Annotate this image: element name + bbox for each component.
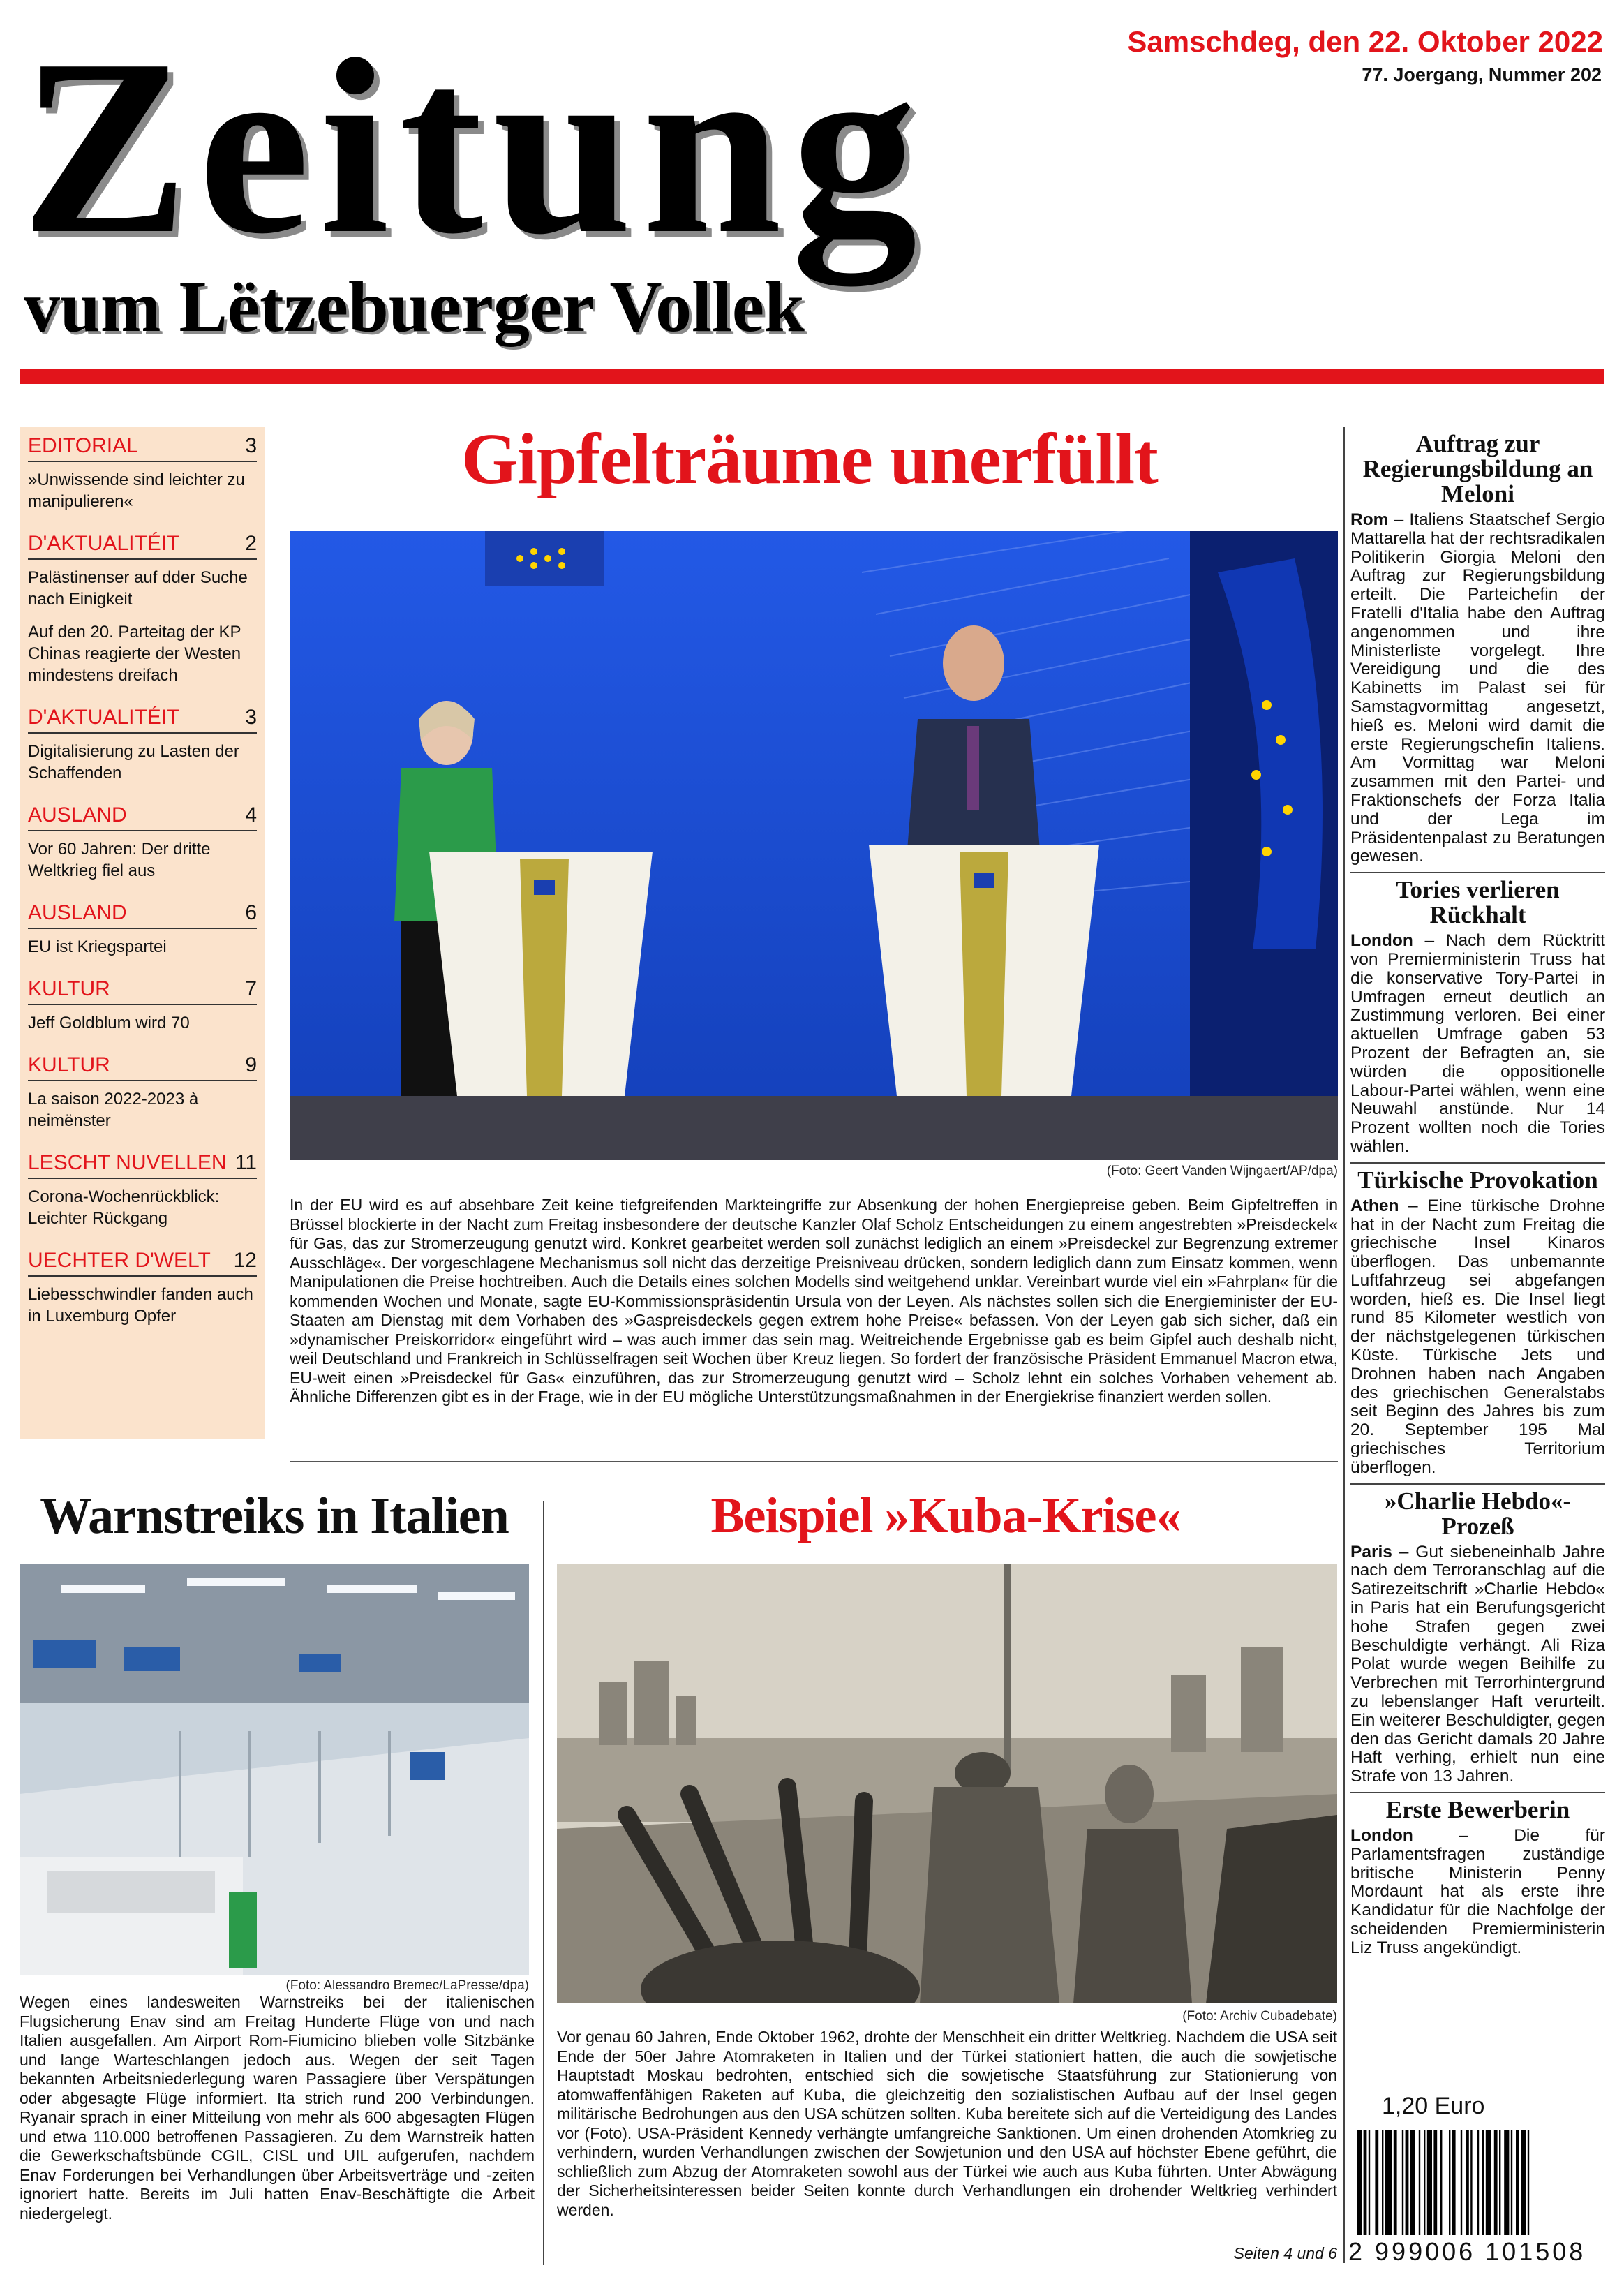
barcode-number: 2 999006 101508 [1348,2237,1586,2266]
barcode [1354,2130,1605,2235]
airport-photo-illustration [20,1564,529,1975]
cuba-photo-credit: (Foto: Archiv Cubadebate) [1182,2009,1337,2024]
barcode-bar [1427,2130,1432,2235]
toc-entry[interactable] [28,434,257,512]
toc-page: 7 [245,977,257,1000]
barcode-bar [1466,2130,1469,2235]
toc-section: D'AKTUALITÉIT [28,532,180,555]
brief-article[interactable] [1350,1797,1605,1958]
brief-headline: Tories verlieren Rückhalt [1396,876,1560,929]
toc-item: Palästinenser auf dder Suche nach Einigkeit [28,568,248,609]
barcode-bar [1364,2130,1367,2235]
barcode-bar [1477,2130,1479,2235]
toc-item: Corona-Wochenrückblick: Leichter Rückgang [28,1187,220,1228]
price: 1,20 Euro [1382,2093,1485,2119]
brief-divider [1350,872,1605,873]
brief-divider [1350,1483,1605,1485]
barcode-bar [1385,2130,1392,2235]
section-divider [290,1461,1338,1462]
italy-photo[interactable] [20,1564,529,1975]
brief-article[interactable] [1350,431,1605,866]
barcode-bars [1354,2130,1605,2235]
brief-article[interactable] [1350,1489,1605,1786]
toc-item: Jeff Goldblum wird 70 [28,1014,190,1032]
toc-section: AUSLAND [28,803,127,826]
brief-dateline: Athen [1350,1196,1399,1215]
barcode-bar [1406,2130,1409,2235]
brief-headline: Türkische Provokation [1357,1166,1598,1194]
toc-entry[interactable] [28,706,257,784]
brief-article[interactable] [1350,1168,1605,1478]
cuba-headline[interactable]: Beispiel »Kuba-Krise« [710,1488,1181,1543]
barcode-bar [1504,2130,1509,2235]
barcode-bar [1382,2130,1383,2235]
barcode-bar [1369,2130,1370,2235]
toc-section: UECHTER D'WELT [28,1249,211,1272]
brief-dateline: London [1350,931,1413,951]
brief-body: – Gut siebeneinhalb Jahre nach dem Terroranschlag auf die Satirezeitschrift »Charlie Hebdo« in Paris hat ein Berufungsgericht hohe Strafen gegen zwei Beschuldigte verhängt. Ali Riza Polat wurde wegen Beihilfe zu Verbrechen mit Terrorhintergrund zu lebenslanger Haft verurteilt. Ein weiterer Beschuldigter, gegen den das Gericht damals 20 Jahre Haft verhing, erhielt nun eine Strafe von 13 Jahren. [1350,1542,1605,1786]
barcode-bar [1357,2130,1362,2235]
toc-item: Liebesschwindler fanden auch in Luxemburg Opfer [28,1285,253,1326]
lead-headline[interactable]: Gipfelträume unerfüllt [461,419,1158,499]
barcode-bar [1470,2130,1472,2235]
barcode-bar [1424,2130,1425,2235]
barcode-bar [1452,2130,1456,2235]
toc-page: 6 [245,901,257,924]
column-rule [1343,427,1345,2263]
brief-body: – Nach dem Rücktritt von Premierministerin Truss hat die konservative Tory-Partei in Umfragen erneut deutlich an Zustimmung verloren. Bei einer aktuellen Umfrage gaben 53 Prozent der Befragten an, sie würden die oppositionelle Labour-Partei wählen, wenn eine Neuwahl anstünde. Nur 14 Prozent wollten noch die Tories wählen. [1350,931,1605,1156]
brief-headline: »Charlie Hebdo«-Prozeß [1384,1487,1572,1540]
lead-article-body: In der EU wird es auf absehbare Zeit keine tiefgreifenden Markteingriffe zur Absenkung der hohen Energiepreise geben. Beim Gipfeltreffen in Brüssel blockierte in der Nacht zum Freitag insbesondere der deutsche Kanzler Olaf Scholz Entscheidungen zu einem angestrebten »Preisdeckel« für Gas, das zur Stromerzeugung genutzt wird. Konkret gearbeitet werden soll zunächst lediglich an einem »Preisdeckel zur Begrenzung extremer Ausschläge«. Der vorgeschlagene Mechanismus soll nicht das derzeitige Preisniveau drücken, sondern lediglich dann zum Einsatz kommen, wenn Manipulationen die Preise hochtreiben. Auch die Details eines solchen Modells sind weitgehend unklar. Vereinbart wurde viel ein »Fahrplan« für die kommenden Wochen und Monate, sagte EU-Kommissionspräsidentin Ursula von der Leyen. Als nächstes sollen sich die Energieminister der EU-Staaten am Dienstag mit dem Vorhaben des »Gaspreisdeckels gegen extrem hohe Preise« befassen. Von der Leyen gab sich sicher, daß ein »dynamischer Preiskorridor« eingeführt wird – was auch immer das sein mag. Weitreichende Ergebnisse gab es beim Gipfel auch deshalb nicht, weil Deutschland und Frankreich in Schlüsselfragen seit Wochen über Kreuz liegen. So fordert der französische Präsident Emmanuel Macron etwa, EU-weit einen »Preisdeckel für Gas« einzuführen, das zur Stromerzeugung genutzt wird – Scholz lehnt ein solches Vorhaben vehement ab. Ähnliche Differenzen gibt es in der Frage, wie in der EU mögliche Unterstützungsmaßnahmen in der Energiekrise finanziert werden sollen. [290,1196,1338,1406]
toc-entry[interactable] [28,1151,257,1229]
brief-body: – Die für Parlamentsfragen zuständige britische Ministerin Penny Mordaunt hat als erste ihre Kandidatur für die Nachfolge der scheidenden Premierministerin Liz Truss angekündigt. [1350,1826,1605,1957]
toc-entry[interactable] [28,977,257,1034]
brief-article[interactable] [1350,877,1605,1157]
brief-body: – Italiens Staatschef Sergio Mattarella hat der rechtsradikalen Politikerin Giorgia Meloni den Auftrag zur Regierungsbildung erteilt. Die Parteichefin der Fratelli d'Italia habe den Auftrag angenommen und ihre Ministerliste vorgelegt. Ihre Vereidigung und die des Kabinetts im Palast sei für Samstagvormittag angesetzt, hieß es. Meloni wird damit die erste Regierungschefin Italiens. Am Vormittag war Meloni zusammen mit den Partei- und Fraktionschefs der Forza Italia und der Lega im Präsidentenpalast zu Beratungen gewesen. [1350,510,1605,866]
toc-page: 9 [245,1053,257,1076]
toc-entry[interactable] [28,1053,257,1132]
cuba-article-body: Vor genau 60 Jahren, Ende Oktober 1962, drohte der Menschheit ein dritter Weltkrieg. Nachdem die USA seit Ende der 50er Jahre Atomraketen in Italien und der Türkei stationiert hatten, die auch die sowjetische Hauptstadt Moskau bedrohten, entschied sich die sowjetische Staatsführung zur Stationierung von atomwaffenfähigen Raketen auf Kuba, die gleichzeitig den sozialistischen Aufbau auf der Insel gegen militärische Bedrohungen aus den USA schützen sollten. Kuba bereitete sich auf die Verteidigung des Landes vor (Foto). USA-Präsident Kennedy verhängte umfangreiche Sanktionen. Um einen drohenden Atomkrieg zu verhindern, wurden Verhandlungen zwischen der Sowjetunion und den USA auf höchster Ebene geführt, die schließlich zum Abzug der Atomraketen sowohl aus der Türkei wie auch aus Kuba führten. Unter Abwägung der Sicherheitsinteressen beider Seiten konnte durch Verhandlungen ein drohender Weltkrieg verhindert werden. [557,2028,1337,2219]
lead-photo[interactable] [290,531,1338,1160]
issue-number: 77. Joergang, Nummer 202 [1362,64,1602,85]
barcode-bar [1494,2130,1498,2235]
barcode-bar [1449,2130,1450,2235]
toc-entry[interactable] [28,532,257,686]
cuba-photo[interactable] [557,1564,1337,2003]
toc-item: Digitalisierung zu Lasten der Schaffenden [28,742,239,782]
toc-section: EDITORIAL [28,434,138,457]
italy-headline[interactable]: Warnstreiks in Italien [40,1488,509,1545]
brief-dateline: Paris [1350,1542,1392,1561]
toc-entry[interactable] [28,901,257,958]
barcode-bar [1482,2130,1484,2235]
brief-dateline: Rom [1350,510,1389,529]
toc-item: Auf den 20. Parteitag der KP Chinas reagierte der Westen mindestens dreifach [28,623,241,685]
barcode-bar [1375,2130,1378,2235]
masthead-subtitle: vum Lëtzebuerger Vollek [24,267,805,347]
italy-photo-credit: (Foto: Alessandro Bremec/LaPresse/dpa) [285,1978,529,1993]
brief-divider [1350,1792,1605,1793]
italy-article-body: Wegen eines landesweiten Warnstreiks bei der italienischen Flugsicherung Enav sind am Freitag Hunderte Flüge von und nach Italien ausgefallen. Am Airport Rom-Fiumicino blieben volle Sitzbänke und lange Warteschlangen jedoch aus. Wegen der seit Tagen bekannten Arbeitsniederlegung waren Passagiere über Verspätungen oder abgesagte Flüge informiert. Ita strich rund 200 Verbindungen. Ryanair sprach in einer Mitteilung von mehr als 600 abgesagten Flügen und etwa 110.000 betroffenen Passagieren. Zu dem Warnstreik hatten die Gewerkschaftsbünde CGIL, CISL und UIL aufgerufen, nachdem Enav Forderungen bei Verhandlungen über Arbeitsverträge und -zeiten ignoriert hatte. Bereits im Juli hatten Enav-Beschäftigte die Arbeit niedergelegt. [20,1993,535,2223]
barcode-bar [1440,2130,1442,2235]
barcode-bar [1511,2130,1512,2235]
eu-summit-photo-illustration [290,531,1338,1160]
news-briefs-column [1350,427,1605,1958]
barcode-bar [1410,2130,1415,2235]
barcode-bar [1402,2130,1403,2235]
toc-section: KULTUR [28,977,110,1000]
toc-section: KULTUR [28,1053,110,1076]
toc-page: 2 [245,532,257,555]
barcode-bar [1433,2130,1437,2235]
brief-headline: Auftrag zur Regierungsbildung an Meloni [1362,430,1593,507]
barcode-bar [1419,2130,1420,2235]
barcode-bar [1521,2130,1526,2235]
toc-section: D'AKTUALITÉIT [28,706,180,729]
barcode-bar [1394,2130,1397,2235]
toc-entry[interactable] [28,803,257,882]
toc-entry[interactable] [28,1249,257,1327]
column-rule [543,1501,544,2265]
toc-item: EU ist Kriegspartei [28,937,167,956]
brief-dateline: London [1350,1826,1413,1846]
toc-page: 12 [233,1249,257,1272]
toc-page: 3 [245,434,257,457]
toc-section: LESCHT NUVELLEN [28,1151,227,1174]
toc-item: »Unwissende sind leichter zu manipulieren« [28,470,245,511]
toc-page: 4 [245,803,257,826]
brief-divider [1350,1162,1605,1164]
toc-item: Vor 60 Jahren: Der dritte Weltkrieg fiel aus [28,840,211,880]
barcode-bar [1499,2130,1500,2235]
masthead-divider [20,369,1604,384]
masthead-title: Zeitung [21,7,928,285]
brief-body: – Eine türkische Drohne hat in der Nacht zum Freitag die griechische Insel Kinaros überflogen. Das unbemannte Luftfahrzeug sei abgefangen worden, hieß es. Die Insel liegt rund 85 Kilometer westlich von der nächstgelegenen türkischen Küste. Türkische Jets und Drohnen haben nach Angaben des griechischen Generalstabs seit Beginn des Jahres bis zum 20. September 195 Mal griechisches Territorium überflogen. [1350,1196,1605,1477]
toc-page: 3 [245,706,257,729]
barcode-bar [1461,2130,1462,2235]
toc-item: La saison 2022-2023 à neimënster [28,1090,199,1130]
brief-headline: Erste Bewerberin [1385,1796,1570,1824]
lead-photo-credit: (Foto: Geert Vanden Wijngaert/AP/dpa) [1106,1164,1338,1178]
page-reference[interactable]: Seiten 4 und 6 [1233,2244,1337,2262]
barcode-bar [1528,2130,1529,2235]
barcode-bar [1486,2130,1491,2235]
toc-section: AUSLAND [28,901,127,924]
issue-date: Samschdeg, den 22. Oktober 2022 [1127,25,1603,58]
contents-box [20,427,265,1439]
barcode-bar [1516,2130,1519,2235]
toc-page: 11 [234,1151,257,1174]
anti-aircraft-photo-illustration [557,1564,1337,2003]
